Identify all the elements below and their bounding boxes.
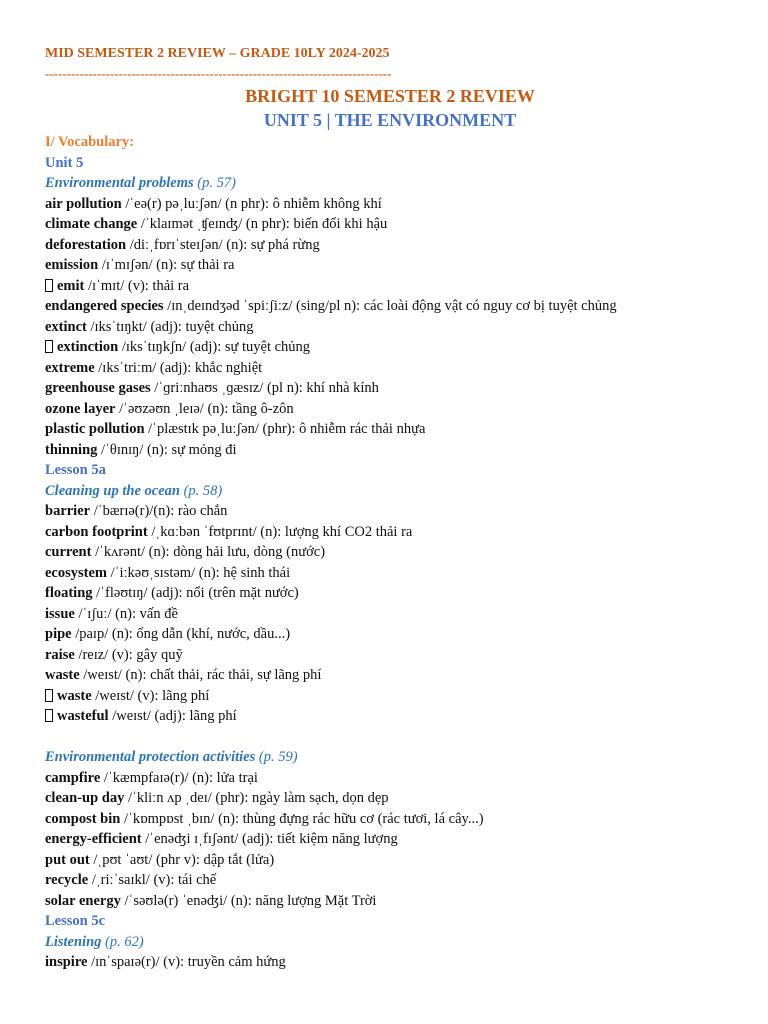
topic-heading bbox=[45, 173, 735, 194]
vocab-entry bbox=[45, 276, 735, 297]
vocab-entry bbox=[45, 296, 735, 317]
vocab-entry bbox=[45, 686, 735, 707]
vocab-entry bbox=[45, 583, 735, 604]
vocab-entry bbox=[45, 870, 735, 891]
vocab-word: waste bbox=[45, 667, 80, 683]
topic-page-ref: (p. 58) bbox=[183, 482, 223, 499]
topic-heading bbox=[45, 932, 735, 953]
document-header: MID SEMESTER 2 REVIEW – GRADE 10LY 2024-2025 bbox=[45, 46, 390, 61]
vocab-definition: /ˈkliːn ʌp ˌdeɪ/ (phr): ngày làm sạch, dọn dẹp bbox=[124, 790, 389, 806]
vocab-entry bbox=[45, 952, 735, 973]
vocab-definition: /ˈiːkəʊˌsɪstəm/ (n): hệ sinh thái bbox=[107, 564, 291, 581]
vocab-word: deforestation bbox=[45, 236, 127, 253]
vocab-word: ecosystem bbox=[45, 564, 108, 581]
lesson-label: Lesson 5a bbox=[45, 462, 106, 478]
vocab-word: raise bbox=[45, 646, 75, 663]
vocab-definition: /ˈθɪnɪŋ/ (n): sự mỏng đi bbox=[97, 441, 237, 458]
vocab-entry bbox=[45, 788, 735, 809]
vocab-definition: /ɪnˌdeɪndʒəd ˈspiːʃiːz/ (sing/pl n): các loài động vật có nguy cơ bị tuyệt chủng bbox=[163, 298, 617, 314]
vocab-word: recycle bbox=[45, 872, 89, 888]
vocab-definition: /ˌriːˈsaɪkl/ (v): tái chế bbox=[88, 872, 217, 888]
derived-word-icon bbox=[45, 279, 53, 292]
vocab-entry bbox=[45, 522, 735, 543]
vocab-definition: /ˈplæstɪk pəˌluːʃən/ (phr): ô nhiễm rác thải nhựa bbox=[144, 421, 426, 437]
vocab-definition: /ˈfləʊtɪŋ/ (adj): nổi (trên mặt nước) bbox=[92, 585, 299, 601]
vocab-entry bbox=[45, 358, 735, 379]
vocab-entry bbox=[45, 378, 735, 399]
vocab-word: clean-up day bbox=[45, 790, 125, 806]
vocab-entry bbox=[45, 645, 735, 666]
derived-word-icon bbox=[45, 689, 53, 702]
vocab-word: endangered species bbox=[45, 298, 164, 314]
header-divider: -------------------------------------------------------------------------------- bbox=[45, 66, 392, 81]
vocab-word: extinct bbox=[45, 318, 87, 335]
vocabulary-list bbox=[45, 173, 735, 973]
vocab-entry bbox=[45, 194, 735, 215]
topic-page-ref: (p. 57) bbox=[197, 175, 236, 191]
section-heading: I/ Vocabulary: bbox=[45, 134, 135, 150]
vocab-word: ozone layer bbox=[45, 400, 116, 417]
vocab-entry bbox=[45, 829, 735, 850]
vocab-definition: /ˌkɑːbən ˈfʊtprɪnt/ (n): lượng khí CO2 thải ra bbox=[147, 523, 413, 540]
vocab-word: extinction bbox=[57, 339, 119, 355]
vocab-word: thinning bbox=[45, 441, 98, 458]
vocab-word: current bbox=[45, 544, 92, 560]
vocab-word: plastic pollution bbox=[45, 421, 145, 437]
vocab-definition: /ˈsəʊlə(r) ˈenəʤi/ (n): năng lượng Mặt Trời bbox=[120, 892, 377, 909]
vocab-entry bbox=[45, 399, 735, 420]
vocab-word: put out bbox=[45, 851, 90, 868]
topic-title: Environmental protection activities bbox=[45, 749, 256, 765]
vocab-definition: /ɪksˈtɪŋkʃn/ (adj): sự tuyệt chủng bbox=[118, 339, 311, 355]
topic-title: Cleaning up the ocean bbox=[45, 482, 180, 499]
vocab-entry bbox=[45, 624, 735, 645]
vocab-entry bbox=[45, 501, 735, 522]
document-page bbox=[45, 44, 735, 973]
vocab-entry bbox=[45, 665, 735, 686]
derived-word-icon bbox=[45, 709, 53, 722]
vocab-definition: /ɪnˈspaɪə(r)/ (v): truyền cảm hứng bbox=[87, 954, 286, 970]
topic-title: Listening bbox=[45, 933, 102, 950]
vocab-word: compost bin bbox=[45, 810, 121, 827]
vocab-entry bbox=[45, 850, 735, 871]
blank-line bbox=[45, 727, 735, 748]
vocab-word: extreme bbox=[45, 359, 95, 376]
vocab-word: energy-efficient bbox=[45, 831, 142, 847]
unit-title: UNIT 5 | THE ENVIRONMENT bbox=[263, 110, 517, 130]
vocab-entry bbox=[45, 604, 735, 625]
vocab-definition: /ˌpʊt ˈaʊt/ (phr v): dập tắt (lửa) bbox=[89, 851, 275, 868]
vocab-definition: /weɪst/ (adj): lãng phí bbox=[108, 708, 237, 724]
vocab-definition: /ˈbærɪə(r)/(n): rào chắn bbox=[90, 503, 228, 519]
vocab-definition: /diːˌfɒrɪˈsteɪʃən/ (n): sự phá rừng bbox=[126, 236, 320, 253]
vocab-definition: /ɪksˈtriːm/ (adj): khắc nghiệt bbox=[94, 359, 263, 376]
vocab-entry bbox=[45, 255, 735, 276]
vocab-entry bbox=[45, 235, 735, 256]
vocab-definition: /ˈklaɪmət ˌʧeɪnʤ/ (n phr): biến đổi khi hậu bbox=[137, 216, 388, 232]
vocab-word: barrier bbox=[45, 503, 91, 519]
vocab-entry bbox=[45, 809, 735, 830]
lesson-label: Lesson 5c bbox=[45, 913, 106, 929]
topic-page-ref: (p. 62) bbox=[105, 933, 144, 950]
vocab-definition: /ˈkæmpfaɪə(r)/ (n): lửa trại bbox=[100, 769, 258, 786]
vocab-definition: /ˈɪʃuː/ (n): vấn đề bbox=[74, 605, 178, 622]
vocab-definition: /weɪst/ (n): chất thải, rác thải, sự lãng phí bbox=[79, 667, 322, 683]
vocab-definition: /ɪˈmɪʃən/ (n): sự thải ra bbox=[98, 257, 235, 273]
vocab-entry bbox=[45, 891, 735, 912]
vocab-word: pipe bbox=[45, 626, 72, 642]
vocab-entry bbox=[45, 706, 735, 727]
topic-heading bbox=[45, 481, 735, 502]
vocab-entry bbox=[45, 317, 735, 338]
vocab-entry bbox=[45, 337, 735, 358]
vocab-entry bbox=[45, 542, 735, 563]
vocab-word: greenhouse gases bbox=[45, 380, 151, 396]
topic-page-ref: (p. 59) bbox=[258, 749, 298, 765]
vocab-word: inspire bbox=[45, 954, 88, 970]
vocab-word: floating bbox=[45, 585, 93, 601]
vocab-definition: /ɪˈmɪt/ (v): thải ra bbox=[84, 277, 190, 294]
vocab-entry bbox=[45, 440, 735, 461]
vocab-word: climate change bbox=[45, 216, 138, 232]
vocab-word: campfire bbox=[45, 769, 101, 786]
vocab-definition: /ˈenəʤi ɪˌfɪʃənt/ (adj): tiết kiệm năng lượng bbox=[141, 831, 398, 847]
vocab-word: waste bbox=[57, 687, 92, 704]
vocab-word: emit bbox=[57, 277, 85, 294]
vocab-definition: /reɪz/ (v): gây quỹ bbox=[74, 646, 183, 663]
vocab-entry bbox=[45, 214, 735, 235]
derived-word-icon bbox=[45, 340, 53, 353]
vocab-word: solar energy bbox=[45, 892, 121, 909]
vocab-definition: /weɪst/ (v): lãng phí bbox=[91, 687, 210, 704]
vocab-entry bbox=[45, 768, 735, 789]
vocab-entry bbox=[45, 419, 735, 440]
vocab-word: emission bbox=[45, 257, 99, 273]
vocab-definition: /paɪp/ (n): ống dẫn (khí, nước, dầu...) bbox=[71, 626, 291, 642]
vocab-word: wasteful bbox=[57, 708, 109, 724]
vocab-definition: /ˈeə(r) pəˌluːʃən/ (n phr): ô nhiễm không khí bbox=[121, 195, 382, 212]
unit-label: Unit 5 bbox=[45, 154, 84, 171]
vocab-definition: /ˈkʌrənt/ (n): dòng hải lưu, dòng (nước) bbox=[91, 544, 326, 560]
topic-heading bbox=[45, 747, 735, 768]
vocab-word: carbon footprint bbox=[45, 523, 148, 540]
topic-title: Environmental problems bbox=[45, 175, 194, 191]
document-title: BRIGHT 10 SEMESTER 2 REVIEW bbox=[245, 86, 535, 106]
vocab-word: air pollution bbox=[45, 195, 122, 212]
vocab-definition: /ɪksˈtɪŋkt/ (adj): tuyệt chủng bbox=[86, 318, 254, 335]
vocab-word: issue bbox=[45, 605, 75, 622]
vocab-definition: /ˈəʊzəʊn ˌleɪə/ (n): tầng ô-zôn bbox=[115, 400, 294, 417]
vocab-definition: /ˈkɒmpɒst ˌbɪn/ (n): thùng đựng rác hữu cơ (rác tươi, lá cây...) bbox=[120, 810, 484, 827]
vocab-definition: /ˈɡriːnhaʊs ˌɡæsɪz/ (pl n): khí nhà kính bbox=[150, 380, 379, 396]
vocab-entry bbox=[45, 563, 735, 584]
